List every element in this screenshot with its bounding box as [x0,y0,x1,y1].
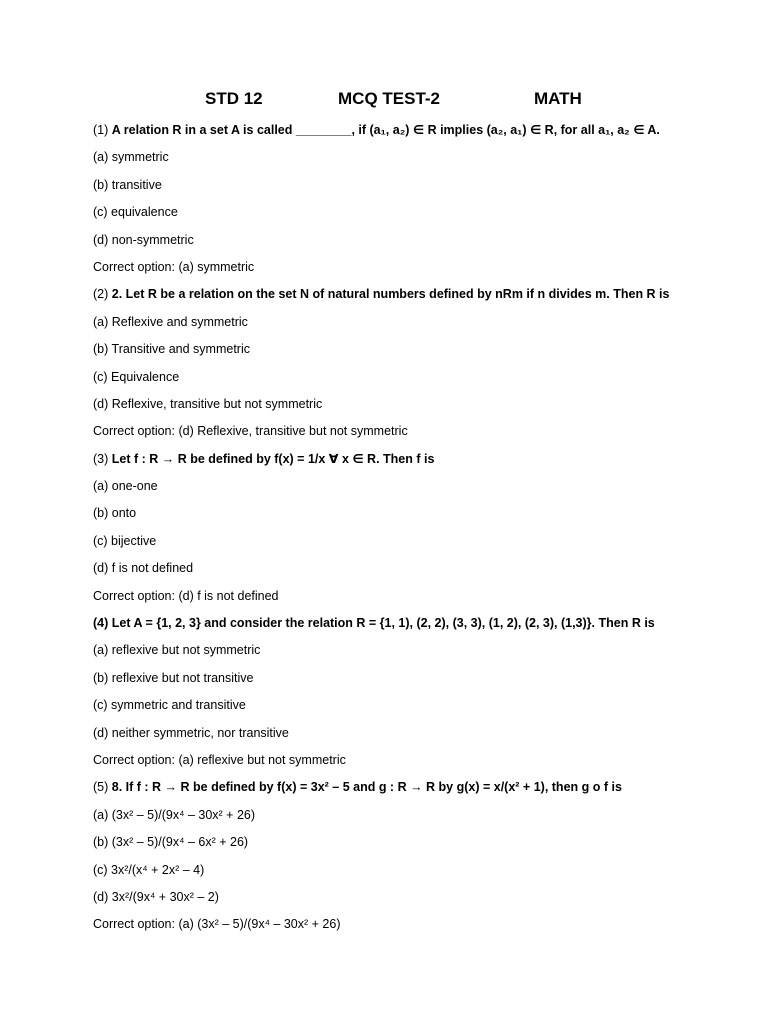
correct-answer: Correct option: (d) Reflexive, transitive but not symmetric [93,424,408,439]
question-1 [93,122,733,286]
question-text: Let A = {1, 2, 3} and consider the relation R = {1, 1), (2, 2), (3, 3), (1, 2), (2, 3), (1,3)}. Then R is [111,616,655,631]
question-text: Let f : R → R be defined by f(x) = 1/x ∀ x ∈ R. Then f is [111,451,435,466]
question-2 [93,286,733,450]
option-c: (c) symmetric and transitive [93,698,246,713]
option-b: (b) (3x² – 5)/(9x⁴ – 6x² + 26) [93,835,249,850]
standard-label: STD 12 [205,89,263,108]
option-d: (d) 3x²/(9x⁴ + 30x² – 2) [93,889,219,904]
question-stem [93,122,733,149]
option-a: (a) one-one [93,479,158,494]
option-d: (d) non-symmetric [93,232,194,247]
correct-answer: Correct option: (a) reflexive but not symmetric [93,752,346,767]
document-header [0,89,768,111]
option-c: (c) bijective [93,533,157,548]
question-5 [93,779,733,943]
question-number: (1) [93,123,109,137]
question-number: (3) [93,451,109,466]
question-stem [93,451,733,478]
question-stem [93,615,733,642]
question-number: (5) [93,780,109,795]
option-d: (d) f is not defined [93,561,194,576]
question-text: 8. If f : R → R be defined by f(x) = 3x² – 5 and g : R → R by g(x) = x/(x² + 1), then g o f is [111,780,622,795]
correct-answer: Correct option: (d) f is not defined [93,588,279,603]
test-title: MCQ TEST-2 [338,89,441,108]
question-text: 2. Let R be a relation on the set N of natural numbers defined by nRm if n divides m. Then R is [111,287,670,302]
option-b: (b) Transitive and symmetric [93,342,250,357]
option-d: (d) Reflexive, transitive but not symmetric [93,396,323,411]
question-stem [93,286,733,313]
option-a: (a) reflexive but not symmetric [93,643,261,658]
question-list [93,122,733,944]
option-c: (c) Equivalence [93,369,180,384]
option-b: (b) reflexive but not transitive [93,670,254,685]
option-d: (d) neither symmetric, nor transitive [93,725,289,740]
correct-answer: Correct option: (a) symmetric [93,259,255,274]
correct-answer: Correct option: (a) (3x² – 5)/(9x⁴ – 30x² + 26) [93,917,341,932]
question-number: (2) [93,287,109,302]
question-4 [93,615,733,779]
question-text: A relation R in a set A is called ________, if (a₁, a₂) ∈ R implies (a₂, a₁) ∈ R, for all a₁, a₂ ∈ A. [111,123,660,137]
option-a: (a) symmetric [93,150,169,165]
question-stem [93,779,733,806]
option-c: (c) 3x²/(x⁴ + 2x² – 4) [93,862,205,877]
subject-label: MATH [534,89,582,108]
question-number: (4) [93,616,109,631]
option-b: (b) transitive [93,177,162,192]
option-a: (a) Reflexive and symmetric [93,314,248,329]
question-3 [93,451,733,615]
option-b: (b) onto [93,506,137,521]
option-a: (a) (3x² – 5)/(9x⁴ – 30x² + 26) [93,807,256,822]
option-c: (c) equivalence [93,205,178,220]
